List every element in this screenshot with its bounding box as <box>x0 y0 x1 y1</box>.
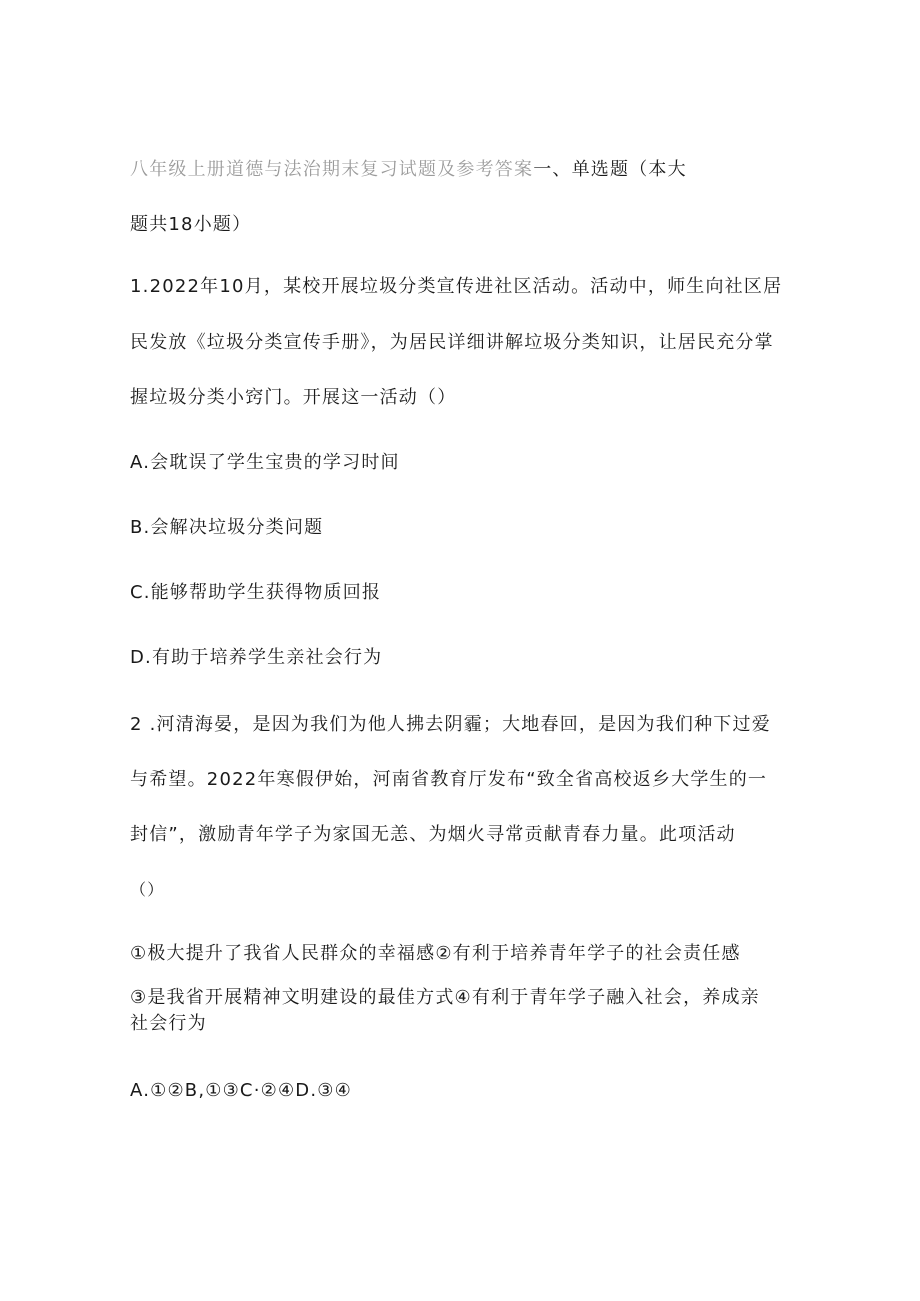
title-text: 八年级上册道德与法治期末复习试题及参考答案 <box>130 159 534 180</box>
document-title <box>130 158 687 182</box>
question-1-option-b: B.会解决垃圾分类问题 <box>130 517 324 538</box>
question-2-answer-options: A.①②B,①③C·②④D.③④ <box>130 1080 352 1101</box>
section-heading: 一、单选题（本大 <box>533 159 687 180</box>
question-1-option-c: C.能够帮助学生获得物质回报 <box>130 582 382 603</box>
question-2-statements-1: ①极大提升了我省人民群众的幸福感②有利于培养青年学子的社会责任感 <box>130 943 741 964</box>
question-1-line-3: 握垃圾分类小窍门。开展这一活动（） <box>130 387 457 408</box>
question-2-line-2: 与希望。2022年寒假伊始，河南省教育厅发布“致全省高校返乡大学生的一 <box>130 769 768 790</box>
question-2-line-4: （） <box>130 880 165 899</box>
question-1-option-d: D.有助于培养学生亲社会行为 <box>130 647 383 668</box>
section-heading-continued: 题共18小题） <box>130 214 252 235</box>
question-2-line-3: 封信”，激励青年学子为家国无恙、为烟火寻常贡献青春力量。此项活动 <box>130 824 736 845</box>
question-2-line-1: 2 .河清海晏，是因为我们为他人拂去阴霾；大地春回，是因为我们种下过爱 <box>130 714 771 735</box>
question-1-line-2: 民发放《垃圾分类宣传手册》，为居民详细讲解垃圾分类知识，让居民充分掌 <box>130 332 774 353</box>
question-1-line-1: 1.2022年10月，某校开展垃圾分类宣传进社区活动。活动中，师生向社区居 <box>130 276 783 297</box>
question-2-statements-2: ③是我省开展精神文明建设的最佳方式④有利于青年学子融入社会，养成亲 <box>130 987 760 1008</box>
question-2-statements-3: 社会行为 <box>130 1013 207 1034</box>
question-1-option-a: A.会耽误了学生宝贵的学习时间 <box>130 452 400 473</box>
